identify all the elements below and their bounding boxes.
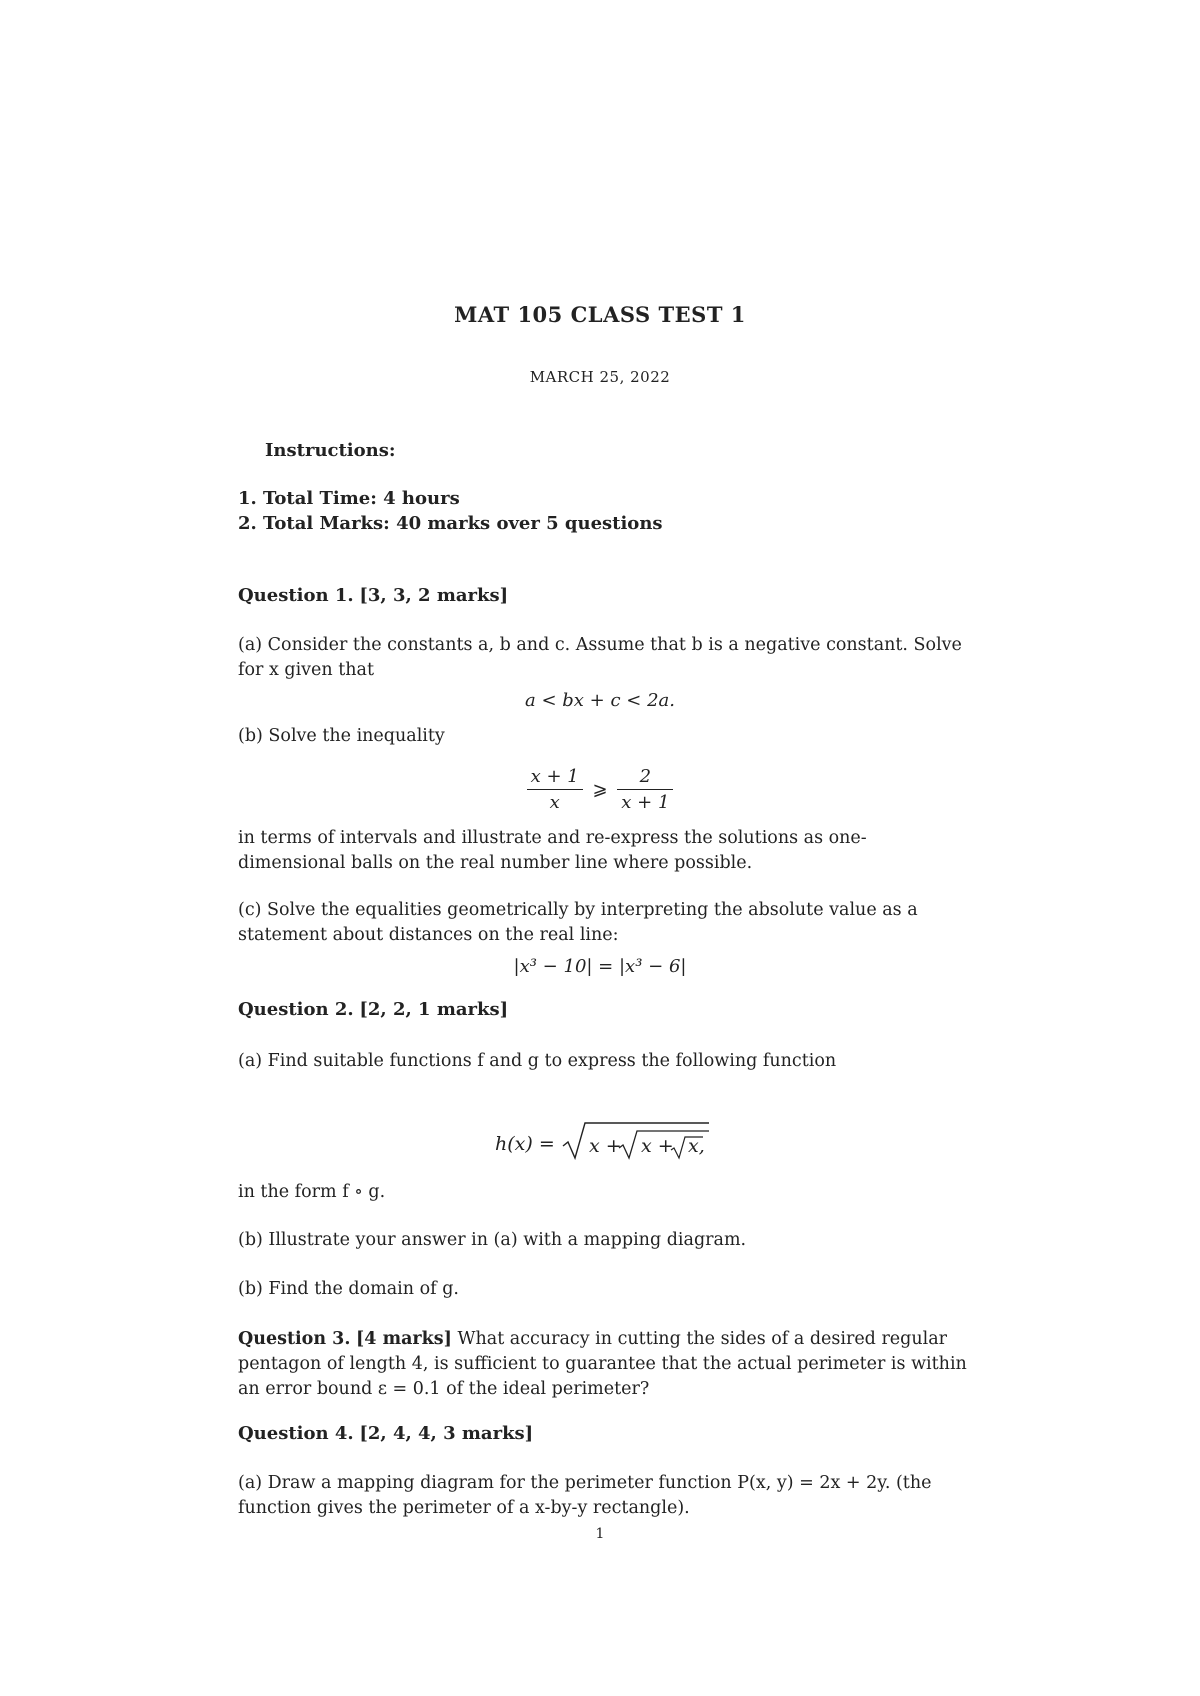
question-3-block: [238, 1327, 968, 1402]
question-1a-equation: a < bx + c < 2a.: [525, 690, 675, 711]
question-2a-equation: [495, 1120, 711, 1162]
page-title: MAT 105 CLASS TEST 1: [454, 302, 746, 327]
question-3-label: Question 3.: [238, 1329, 351, 1349]
question-2a-text-2: in the form f ∘ g.: [238, 1182, 386, 1202]
question-3-text: What accuracy in cutting the sides of a desired regular pentagon of length 4, is sufficient to guarantee that the actual perimeter is within an error bound ε = 0.1 of the ideal perimeter?: [238, 1329, 967, 1399]
question-4-heading: [238, 1423, 533, 1444]
question-1a-text: (a) Consider the constants a, b and c. Assume that b is a negative constant. Solve for x given that: [238, 635, 962, 680]
question-2a-text: (a) Find suitable functions f and g to express the following function: [238, 1051, 837, 1071]
question-1-marks: [3, 3, 2 marks]: [359, 585, 509, 606]
equation-lhs: h(x) =: [495, 1133, 555, 1155]
fraction-right: $\frac{2}{x + 1}$: [617, 766, 673, 813]
test-date: MARCH 25, 2022: [529, 368, 671, 386]
question-2b-text: (b) Illustrate your answer in (a) with a mapping diagram.: [238, 1230, 747, 1250]
svg-text:x,: x,: [687, 1135, 705, 1157]
fraction-left: $\frac{x + 1}{x}$: [527, 766, 583, 813]
question-1b-text: (b) Solve the inequality: [238, 726, 445, 746]
question-3-marks: [4 marks]: [356, 1329, 452, 1349]
question-4a-text: (a) Draw a mapping diagram for the perimeter function P(x, y) = 2x + 2y. (the function gives the perimeter of a x-by-y rectangle).: [238, 1473, 932, 1518]
page-number: 1: [595, 1526, 605, 1542]
instructions-heading: Instructions:: [265, 440, 396, 461]
question-1b-text-2: in terms of intervals and illustrate and re-express the solutions as one-dimensional balls on the real number line where possible.: [238, 828, 867, 873]
instruction-item-time: 1. Total Time: 4 hours: [238, 488, 460, 509]
question-1b-inequality: [0, 766, 1200, 813]
question-2c-text: (b) Find the domain of g.: [238, 1279, 459, 1299]
question-4-label: Question 4.: [238, 1423, 354, 1444]
nested-sqrt-symbol: [561, 1120, 711, 1162]
question-2-label: Question 2.: [238, 999, 354, 1020]
question-1-heading: [238, 585, 508, 606]
question-4-marks: [2, 4, 4, 3 marks]: [359, 1423, 534, 1444]
instruction-item-marks: 2. Total Marks: 40 marks over 5 questions: [238, 513, 663, 534]
svg-text:x +: x +: [588, 1135, 622, 1157]
question-2-marks: [2, 2, 1 marks]: [359, 999, 509, 1020]
svg-text:x +: x +: [640, 1135, 674, 1157]
question-2-heading: [238, 999, 508, 1020]
question-1c-equation: |x³ − 10| = |x³ − 6|: [513, 956, 687, 977]
question-1-label: Question 1.: [238, 585, 354, 606]
inequality-sign: ⩾: [592, 779, 608, 800]
question-1c-text: (c) Solve the equalities geometrically by interpreting the absolute value as a statement about distances on the real line:: [238, 900, 918, 945]
